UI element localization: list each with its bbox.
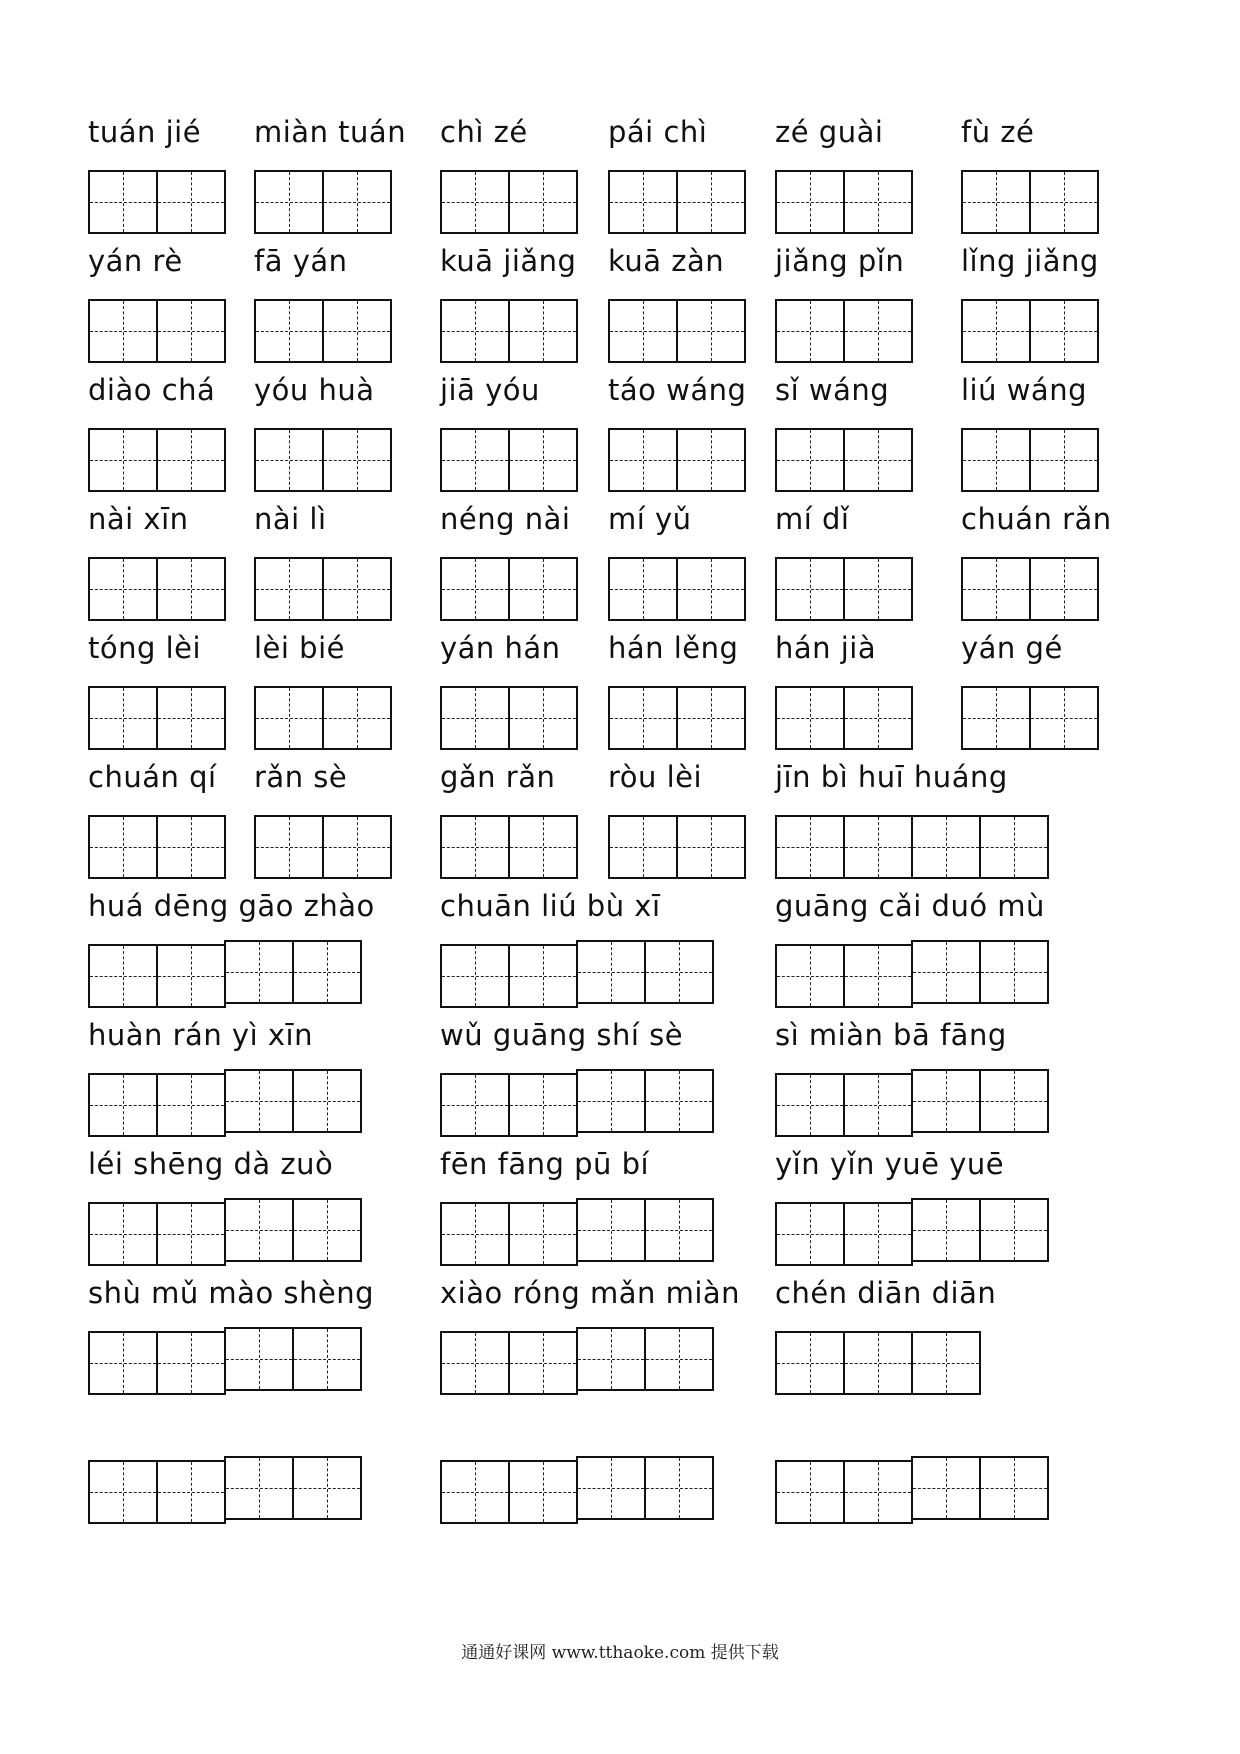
tianzige-cell[interactable]: [576, 1069, 646, 1133]
tianzige-cell[interactable]: [961, 428, 1031, 492]
tianzige-cell[interactable]: [156, 1202, 226, 1266]
tianzige-cell[interactable]: [843, 299, 913, 363]
character-box-group[interactable]: [88, 815, 224, 879]
pinyin-label: hán jià: [775, 631, 877, 665]
character-box-group[interactable]: [775, 170, 911, 234]
character-box-group[interactable]: [224, 1069, 360, 1133]
pinyin-label: xiào róng mǎn miàn: [440, 1276, 741, 1310]
character-box-group[interactable]: [440, 686, 576, 750]
tianzige-cell[interactable]: [88, 815, 158, 879]
character-box-group[interactable]: [88, 170, 224, 234]
tianzige-cell[interactable]: [508, 170, 578, 234]
pinyin-label: gǎn rǎn: [440, 760, 556, 794]
pinyin-label: tuán jié: [88, 115, 202, 149]
tianzige-cell[interactable]: [775, 170, 845, 234]
tianzige-cell[interactable]: [775, 686, 845, 750]
tianzige-cell[interactable]: [440, 944, 510, 1008]
pinyin-label: nài xīn: [88, 502, 189, 536]
pinyin-label: sǐ wáng: [775, 373, 890, 407]
character-box-group[interactable]: [608, 686, 744, 750]
tianzige-cell[interactable]: [843, 1331, 913, 1395]
pinyin-label: jiā yóu: [440, 373, 540, 407]
tianzige-cell[interactable]: [156, 170, 226, 234]
tianzige-cell[interactable]: [1029, 170, 1099, 234]
pinyin-label: pái chì: [608, 115, 708, 149]
tianzige-cell[interactable]: [156, 1460, 226, 1524]
pinyin-label: kuā jiǎng: [440, 244, 577, 278]
tianzige-cell[interactable]: [508, 428, 578, 492]
tianzige-cell[interactable]: [224, 1198, 294, 1262]
character-box-group[interactable]: [775, 428, 911, 492]
tianzige-cell[interactable]: [440, 686, 510, 750]
tianzige-cell[interactable]: [88, 428, 158, 492]
tianzige-cell[interactable]: [1029, 299, 1099, 363]
character-box-group[interactable]: [911, 1456, 1047, 1520]
character-box-group[interactable]: [775, 686, 911, 750]
character-box-group[interactable]: [911, 1069, 1047, 1133]
tianzige-cell[interactable]: [911, 1069, 981, 1133]
tianzige-cell[interactable]: [843, 1460, 913, 1524]
tianzige-cell[interactable]: [676, 557, 746, 621]
tianzige-cell[interactable]: [440, 1460, 510, 1524]
character-box-group[interactable]: [440, 1202, 576, 1266]
tianzige-cell[interactable]: [576, 940, 646, 1004]
tianzige-cell[interactable]: [156, 944, 226, 1008]
tianzige-cell[interactable]: [979, 1198, 1049, 1262]
pinyin-label: miàn tuán: [254, 115, 407, 149]
pinyin-label: liú wáng: [961, 373, 1087, 407]
tianzige-cell[interactable]: [1029, 428, 1099, 492]
pinyin-label: yǐn yǐn yuē yuē: [775, 1147, 1005, 1181]
tianzige-cell[interactable]: [961, 170, 1031, 234]
tianzige-cell[interactable]: [608, 428, 678, 492]
pinyin-label: yán gé: [961, 631, 1063, 665]
character-box-group[interactable]: [88, 557, 224, 621]
tianzige-cell[interactable]: [224, 1456, 294, 1520]
tianzige-cell[interactable]: [292, 1069, 362, 1133]
character-box-group[interactable]: [608, 170, 744, 234]
tianzige-cell[interactable]: [508, 557, 578, 621]
character-box-group[interactable]: [961, 299, 1097, 363]
character-box-group[interactable]: [775, 557, 911, 621]
tianzige-cell[interactable]: [440, 299, 510, 363]
pinyin-label: léi shēng dà zuò: [88, 1147, 334, 1181]
tianzige-cell[interactable]: [644, 940, 714, 1004]
tianzige-cell[interactable]: [608, 815, 678, 879]
tianzige-cell[interactable]: [979, 1069, 1049, 1133]
tianzige-cell[interactable]: [508, 686, 578, 750]
character-box-group[interactable]: [608, 815, 744, 879]
character-box-group[interactable]: [608, 557, 744, 621]
character-box-group[interactable]: [224, 1198, 360, 1262]
tianzige-cell[interactable]: [254, 686, 324, 750]
pinyin-label: yán hán: [440, 631, 561, 665]
tianzige-cell[interactable]: [88, 1073, 158, 1137]
tianzige-cell[interactable]: [979, 815, 1049, 879]
tianzige-cell[interactable]: [676, 815, 746, 879]
character-box-group[interactable]: [576, 1198, 712, 1262]
character-box-group[interactable]: [576, 1327, 712, 1391]
pinyin-label: huá dēng gāo zhào: [88, 889, 375, 923]
pinyin-label: kuā zàn: [608, 244, 725, 278]
character-box-group[interactable]: [440, 428, 576, 492]
tianzige-cell[interactable]: [676, 428, 746, 492]
character-box-group[interactable]: [254, 170, 390, 234]
tianzige-cell[interactable]: [254, 299, 324, 363]
tianzige-cell[interactable]: [88, 1202, 158, 1266]
tianzige-cell[interactable]: [676, 170, 746, 234]
tianzige-cell[interactable]: [440, 170, 510, 234]
character-box-group[interactable]: [775, 815, 1047, 879]
character-box-group[interactable]: [961, 557, 1097, 621]
character-box-group[interactable]: [254, 299, 390, 363]
character-box-group[interactable]: [88, 299, 224, 363]
tianzige-cell[interactable]: [676, 299, 746, 363]
character-box-group[interactable]: [440, 815, 576, 879]
tianzige-cell[interactable]: [322, 686, 392, 750]
pinyin-label: zé guài: [775, 115, 884, 149]
pinyin-label: yóu huà: [254, 373, 375, 407]
tianzige-cell[interactable]: [843, 170, 913, 234]
pinyin-label: fù zé: [961, 115, 1035, 149]
pinyin-label: fā yán: [254, 244, 348, 278]
tianzige-cell[interactable]: [224, 1327, 294, 1391]
character-box-group[interactable]: [88, 1460, 224, 1524]
tianzige-cell[interactable]: [843, 557, 913, 621]
tianzige-cell[interactable]: [644, 1069, 714, 1133]
character-box-group[interactable]: [440, 170, 576, 234]
character-box-group[interactable]: [440, 557, 576, 621]
character-box-group[interactable]: [775, 1460, 911, 1524]
tianzige-cell[interactable]: [508, 299, 578, 363]
tianzige-cell[interactable]: [644, 1198, 714, 1262]
tianzige-cell[interactable]: [843, 686, 913, 750]
tianzige-cell[interactable]: [961, 686, 1031, 750]
pinyin-label: yán rè: [88, 244, 183, 278]
character-box-group[interactable]: [440, 299, 576, 363]
character-box-group[interactable]: [608, 299, 744, 363]
tianzige-cell[interactable]: [440, 1331, 510, 1395]
tianzige-cell[interactable]: [508, 944, 578, 1008]
tianzige-cell[interactable]: [156, 686, 226, 750]
character-box-group[interactable]: [911, 1198, 1047, 1262]
character-box-group[interactable]: [440, 1073, 576, 1137]
pinyin-label: chén diān diān: [775, 1276, 997, 1310]
tianzige-cell[interactable]: [775, 428, 845, 492]
character-box-group[interactable]: [88, 428, 224, 492]
pinyin-label: táo wáng: [608, 373, 747, 407]
tianzige-cell[interactable]: [608, 686, 678, 750]
tianzige-cell[interactable]: [88, 1331, 158, 1395]
character-box-group[interactable]: [775, 1202, 911, 1266]
pinyin-label: hán lěng: [608, 631, 739, 665]
character-box-group[interactable]: [576, 1456, 712, 1520]
pinyin-label: chì zé: [440, 115, 528, 149]
pinyin-label: chuān liú bù xī: [440, 889, 661, 923]
character-box-group[interactable]: [775, 1331, 979, 1395]
tianzige-cell[interactable]: [292, 940, 362, 1004]
tianzige-cell[interactable]: [911, 940, 981, 1004]
tianzige-cell[interactable]: [608, 170, 678, 234]
tianzige-cell[interactable]: [322, 170, 392, 234]
tianzige-cell[interactable]: [88, 944, 158, 1008]
character-box-group[interactable]: [576, 1069, 712, 1133]
tianzige-cell[interactable]: [508, 1460, 578, 1524]
tianzige-cell[interactable]: [508, 815, 578, 879]
pinyin-label: mí yǔ: [608, 502, 692, 536]
character-box-group[interactable]: [88, 1202, 224, 1266]
tianzige-cell[interactable]: [292, 1456, 362, 1520]
pinyin-label: shù mǔ mào shèng: [88, 1276, 375, 1310]
tianzige-cell[interactable]: [440, 1073, 510, 1137]
pinyin-label: lèi bié: [254, 631, 345, 665]
tianzige-cell[interactable]: [843, 1202, 913, 1266]
character-box-group[interactable]: [440, 1460, 576, 1524]
tianzige-cell[interactable]: [254, 557, 324, 621]
pinyin-label: jiǎng pǐn: [775, 244, 905, 278]
character-box-group[interactable]: [608, 428, 744, 492]
character-box-group[interactable]: [224, 940, 360, 1004]
tianzige-cell[interactable]: [322, 557, 392, 621]
character-box-group[interactable]: [576, 940, 712, 1004]
character-box-group[interactable]: [254, 686, 390, 750]
tianzige-cell[interactable]: [979, 940, 1049, 1004]
pinyin-label: diào chá: [88, 373, 216, 407]
character-box-group[interactable]: [440, 944, 576, 1008]
pinyin-label: fēn fāng pū bí: [440, 1147, 650, 1181]
tianzige-cell[interactable]: [322, 815, 392, 879]
tianzige-cell[interactable]: [440, 428, 510, 492]
tianzige-cell[interactable]: [88, 299, 158, 363]
tianzige-cell[interactable]: [775, 944, 845, 1008]
tianzige-cell[interactable]: [156, 815, 226, 879]
tianzige-cell[interactable]: [576, 1456, 646, 1520]
tianzige-cell[interactable]: [254, 815, 324, 879]
tianzige-cell[interactable]: [508, 1202, 578, 1266]
tianzige-cell[interactable]: [508, 1073, 578, 1137]
character-box-group[interactable]: [775, 1073, 911, 1137]
tianzige-cell[interactable]: [843, 1073, 913, 1137]
tianzige-cell[interactable]: [156, 299, 226, 363]
tianzige-cell[interactable]: [911, 1456, 981, 1520]
tianzige-cell[interactable]: [440, 815, 510, 879]
tianzige-cell[interactable]: [961, 299, 1031, 363]
tianzige-cell[interactable]: [775, 299, 845, 363]
tianzige-cell[interactable]: [88, 686, 158, 750]
tianzige-cell[interactable]: [1029, 686, 1099, 750]
pinyin-label: jīn bì huī huáng: [775, 760, 1008, 794]
tianzige-cell[interactable]: [322, 428, 392, 492]
character-box-group[interactable]: [254, 428, 390, 492]
tianzige-cell[interactable]: [644, 1327, 714, 1391]
tianzige-cell[interactable]: [224, 940, 294, 1004]
tianzige-cell[interactable]: [911, 1331, 981, 1395]
tianzige-cell[interactable]: [644, 1456, 714, 1520]
character-box-group[interactable]: [775, 299, 911, 363]
tianzige-cell[interactable]: [508, 1331, 578, 1395]
tianzige-cell[interactable]: [292, 1198, 362, 1262]
character-box-group[interactable]: [775, 944, 911, 1008]
tianzige-cell[interactable]: [775, 1073, 845, 1137]
tianzige-cell[interactable]: [775, 1460, 845, 1524]
tianzige-cell[interactable]: [156, 557, 226, 621]
tianzige-cell[interactable]: [156, 1331, 226, 1395]
pinyin-label: chuán qí: [88, 760, 217, 794]
tianzige-cell[interactable]: [224, 1069, 294, 1133]
tianzige-cell[interactable]: [292, 1327, 362, 1391]
pinyin-label: wǔ guāng shí sè: [440, 1018, 684, 1052]
footer-credit: 通通好课网 www.tthaoke.com 提供下载: [461, 1643, 779, 1663]
character-box-group[interactable]: [961, 170, 1097, 234]
pinyin-label: huàn rán yì xīn: [88, 1018, 313, 1052]
tianzige-cell[interactable]: [608, 299, 678, 363]
character-box-group[interactable]: [254, 815, 390, 879]
tianzige-cell[interactable]: [911, 815, 981, 879]
pinyin-label: sì miàn bā fāng: [775, 1018, 1007, 1052]
tianzige-cell[interactable]: [979, 1456, 1049, 1520]
tianzige-cell[interactable]: [961, 557, 1031, 621]
character-box-group[interactable]: [88, 944, 224, 1008]
character-box-group[interactable]: [254, 557, 390, 621]
tianzige-cell[interactable]: [88, 557, 158, 621]
pinyin-label: chuán rǎn: [961, 502, 1112, 536]
tianzige-cell[interactable]: [775, 1331, 845, 1395]
character-box-group[interactable]: [88, 686, 224, 750]
tianzige-cell[interactable]: [775, 815, 845, 879]
tianzige-cell[interactable]: [254, 170, 324, 234]
character-box-group[interactable]: [224, 1327, 360, 1391]
tianzige-cell[interactable]: [576, 1198, 646, 1262]
character-box-group[interactable]: [88, 1073, 224, 1137]
tianzige-cell[interactable]: [254, 428, 324, 492]
pinyin-label: lǐng jiǎng: [961, 244, 1099, 278]
tianzige-cell[interactable]: [775, 1202, 845, 1266]
tianzige-cell[interactable]: [1029, 557, 1099, 621]
tianzige-cell[interactable]: [156, 1073, 226, 1137]
tianzige-cell[interactable]: [322, 299, 392, 363]
character-box-group[interactable]: [911, 940, 1047, 1004]
tianzige-cell[interactable]: [440, 557, 510, 621]
tianzige-cell[interactable]: [843, 815, 913, 879]
character-box-group[interactable]: [224, 1456, 360, 1520]
character-box-group[interactable]: [961, 428, 1097, 492]
tianzige-cell[interactable]: [843, 944, 913, 1008]
tianzige-cell[interactable]: [911, 1198, 981, 1262]
character-box-group[interactable]: [440, 1331, 576, 1395]
pinyin-label: ròu lèi: [608, 760, 703, 794]
tianzige-cell[interactable]: [88, 1460, 158, 1524]
tianzige-cell[interactable]: [608, 557, 678, 621]
tianzige-cell[interactable]: [88, 170, 158, 234]
pinyin-label: guāng cǎi duó mù: [775, 889, 1045, 923]
pinyin-label: mí dǐ: [775, 502, 850, 536]
pinyin-label: rǎn sè: [254, 760, 348, 794]
pinyin-label: nài lì: [254, 502, 327, 536]
tianzige-cell[interactable]: [775, 557, 845, 621]
character-box-group[interactable]: [88, 1331, 224, 1395]
pinyin-label: tóng lèi: [88, 631, 202, 665]
character-box-group[interactable]: [961, 686, 1097, 750]
tianzige-cell[interactable]: [576, 1327, 646, 1391]
tianzige-cell[interactable]: [156, 428, 226, 492]
pinyin-label: néng nài: [440, 502, 571, 536]
tianzige-cell[interactable]: [676, 686, 746, 750]
tianzige-cell[interactable]: [843, 428, 913, 492]
tianzige-cell[interactable]: [440, 1202, 510, 1266]
